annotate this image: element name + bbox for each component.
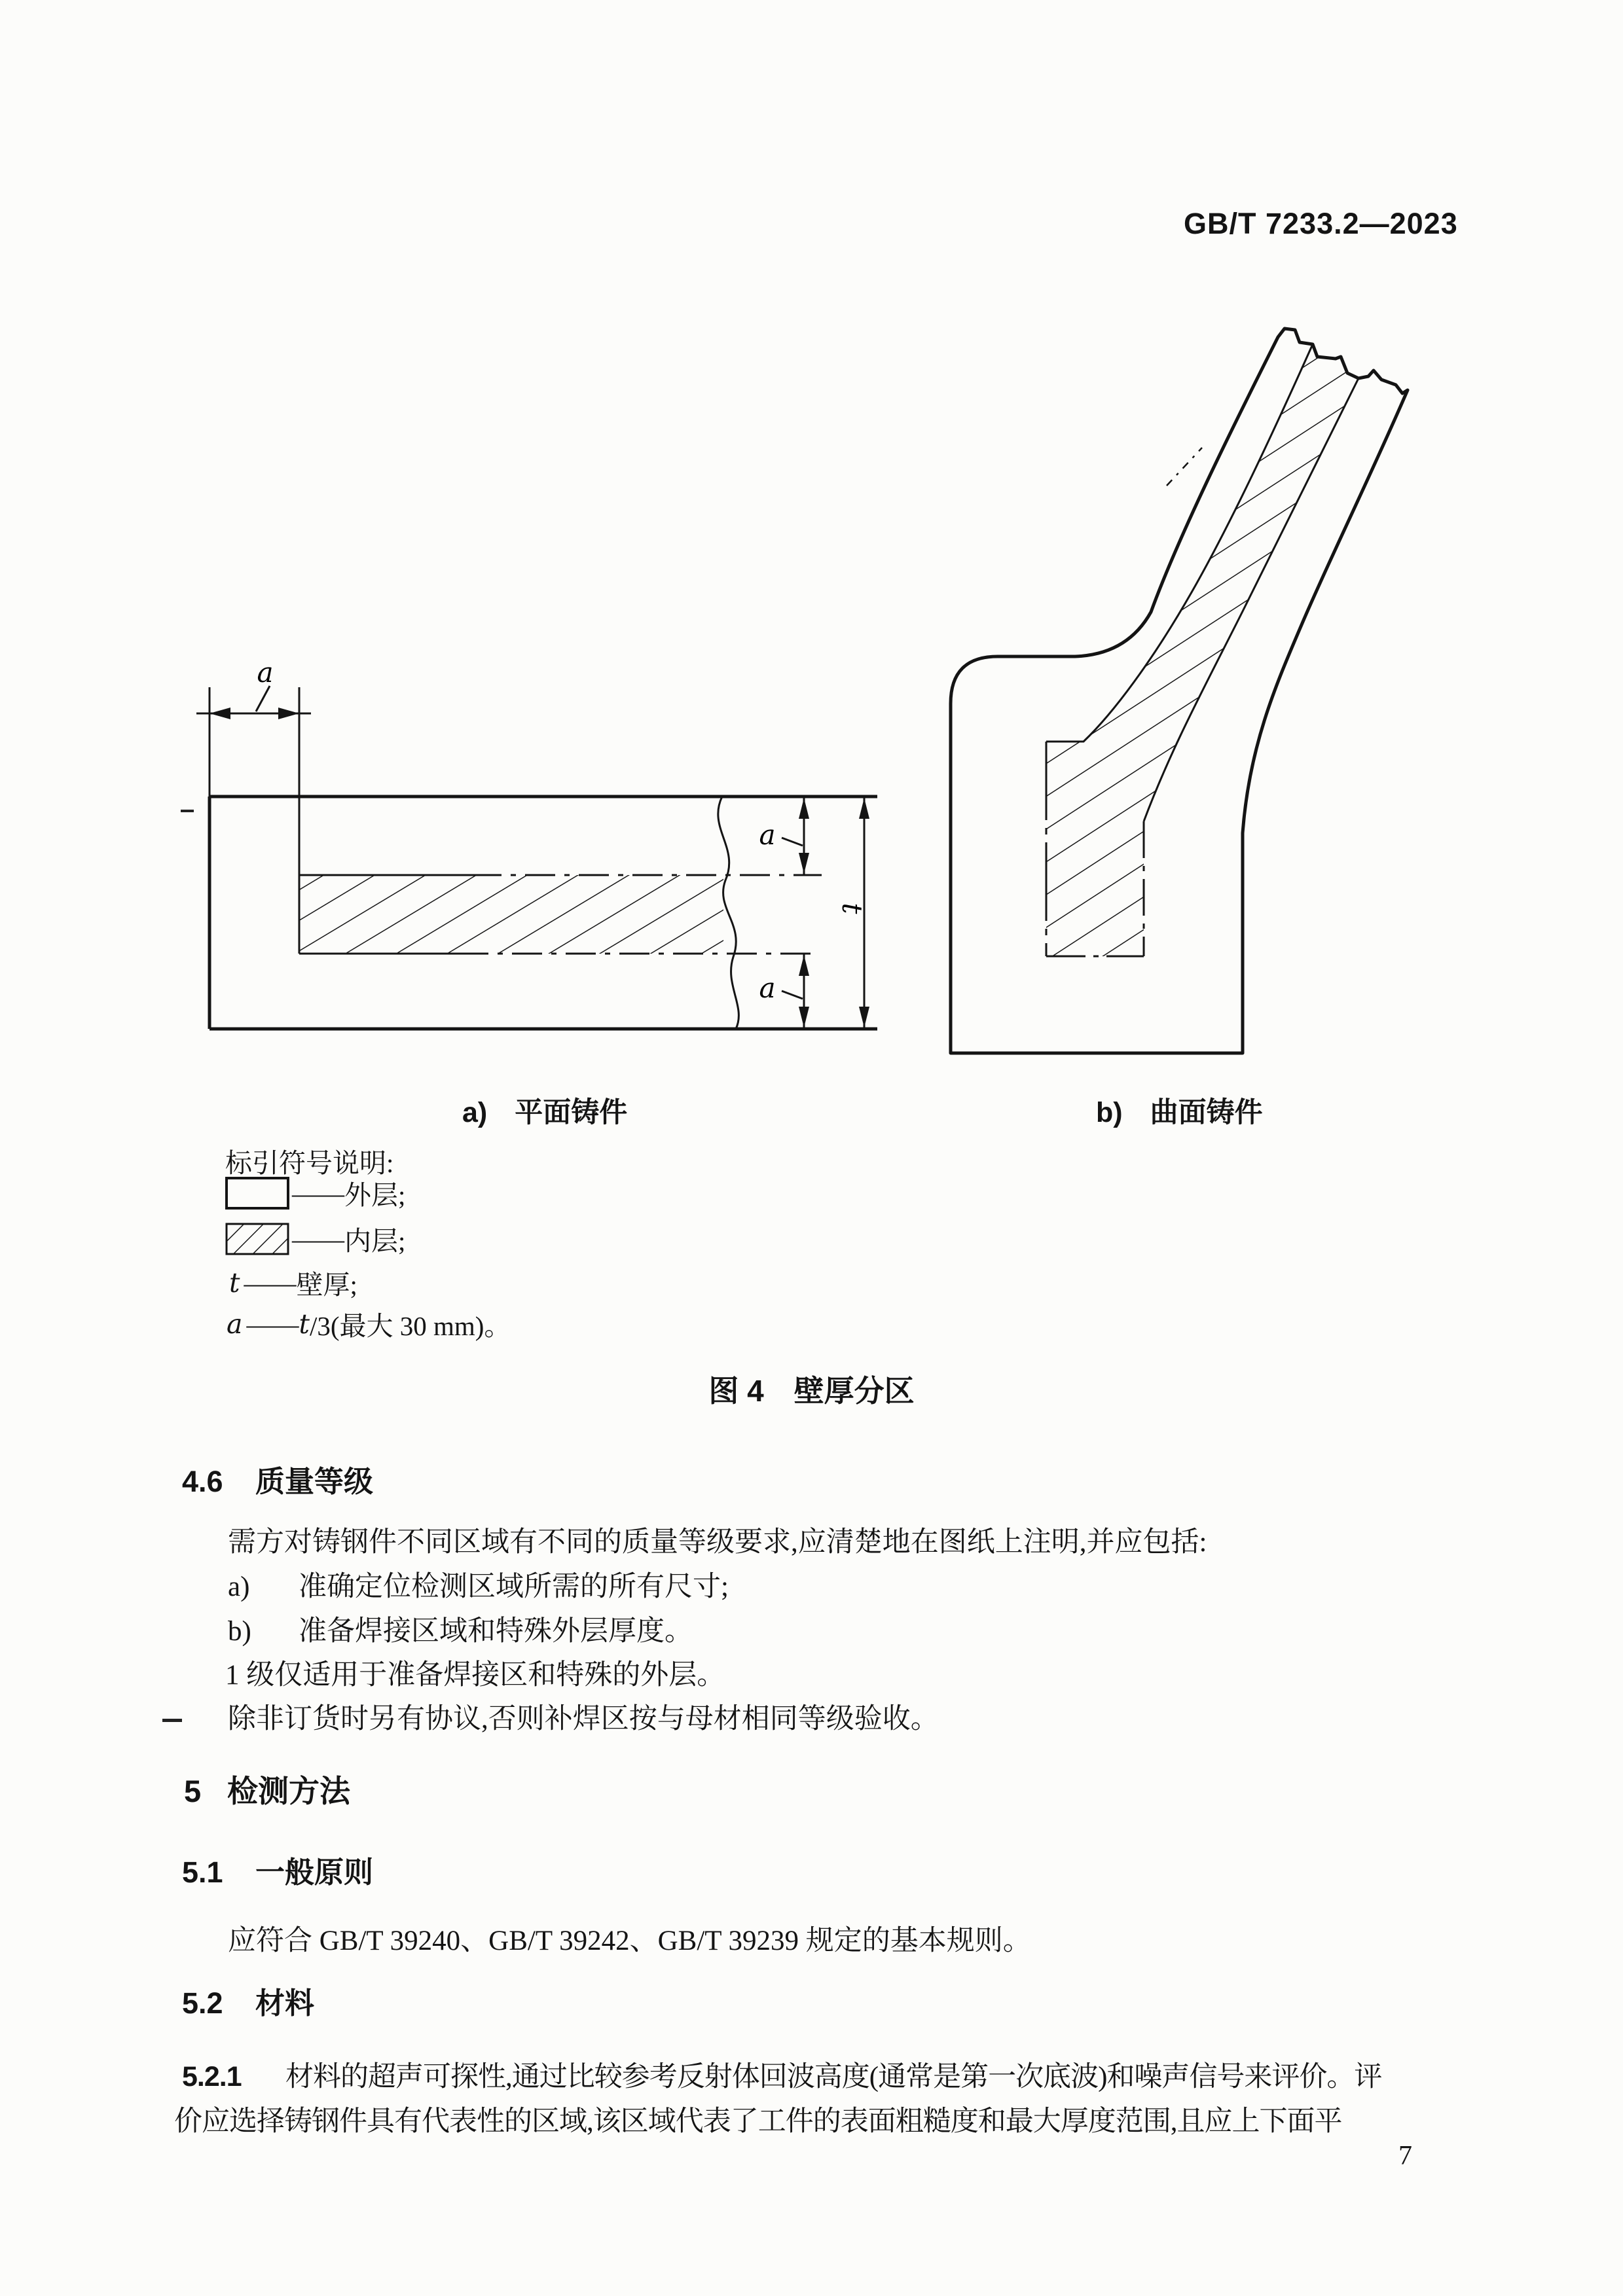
list-item-a xyxy=(228,1564,729,1604)
paragraph: 1 级仅适用于准备焊接区和特殊的外层。 xyxy=(225,1660,725,1691)
section-4-6-heading xyxy=(182,1458,373,1500)
legend-inner-label: 内层; xyxy=(344,1226,406,1256)
figure-a-label: a) xyxy=(462,1097,488,1128)
legend-item-outer-layer xyxy=(225,1174,405,1212)
symbol-t: t xyxy=(299,1308,310,1340)
list-item-label: b) xyxy=(228,1616,251,1647)
legend-dash: —— xyxy=(246,1308,298,1339)
dimension-a-lower-right xyxy=(759,954,809,1029)
figure-a-caption xyxy=(462,1090,627,1130)
figure-b-title: 曲面铸件 xyxy=(1150,1097,1263,1128)
clause-number: 5.2.1 xyxy=(182,2061,242,2092)
section-number: 4.6 xyxy=(182,1465,223,1498)
paragraph: 除非订货时另有协议,否则补焊区按与母材相同等级验收。 xyxy=(228,1704,939,1734)
margin-mark xyxy=(162,1719,182,1722)
paragraph: 需方对铸钢件不同区域有不同的质量等级要求,应清楚地在图纸上注明,并应包括: xyxy=(228,1527,1207,1558)
extension-lines xyxy=(210,687,299,954)
legend-title: 标引符号说明: xyxy=(225,1148,394,1178)
legend-item-t xyxy=(229,1263,357,1302)
section-title: 一般原则 xyxy=(255,1856,374,1889)
clause-text: 材料的超声可探性,通过比较参考反射体回波高度(通常是第一次底波)和噪声信号来评价。评 xyxy=(285,2062,1382,2092)
section-number: 5.2 xyxy=(182,1986,223,2020)
svg-text:a: a xyxy=(759,819,776,851)
legend-dash: —— xyxy=(244,1267,295,1298)
dimension-a-top xyxy=(196,656,311,719)
figure-b-curved-casting xyxy=(913,306,1450,1085)
paragraph: 应符合 GB/T 39240、GB/T 39242、GB/T 39239 规定的基本规则。 xyxy=(228,1926,1031,1956)
section-5-2-heading xyxy=(182,1979,314,2022)
inner-layer-swatch xyxy=(225,1223,289,1255)
dimension-t xyxy=(836,797,869,1029)
list-item-b xyxy=(228,1609,693,1649)
section-title: 材料 xyxy=(255,1986,315,2020)
list-item-text: 准备焊接区域和特殊外层厚度。 xyxy=(299,1616,693,1647)
legend-item-inner-layer xyxy=(225,1219,405,1258)
section-5-1-heading xyxy=(182,1848,373,1891)
legend-dash: —— xyxy=(292,1223,343,1254)
section-title: 检测方法 xyxy=(227,1774,350,1808)
legend-item-a xyxy=(227,1304,511,1343)
section-number: 5.1 xyxy=(182,1856,223,1889)
legend-dash: —— xyxy=(292,1177,343,1208)
list-item-label: a) xyxy=(228,1571,250,1602)
section-number: 5 xyxy=(184,1774,202,1808)
symbol-t: t xyxy=(229,1266,240,1299)
legend-t-label: 壁厚; xyxy=(296,1270,357,1300)
section-5-heading xyxy=(184,1767,350,1811)
svg-text:a: a xyxy=(257,656,274,689)
legend-outer-label: 外层; xyxy=(344,1180,406,1210)
figure-caption: 图 4 壁厚分区 xyxy=(708,1374,915,1408)
outer-layer-swatch xyxy=(225,1177,289,1210)
figure-b-label: b) xyxy=(1096,1097,1123,1128)
list-item-text: 准确定位检测区域所需的所有尺寸; xyxy=(299,1571,729,1602)
dimension-a-upper-right xyxy=(759,797,809,875)
legend-a-value: /3(最大 30 mm)。 xyxy=(309,1311,511,1341)
figure-a-planar-casting xyxy=(151,638,923,1047)
clause-5-2-1-line2: 价应选择铸钢件具有代表性的区域,该区域代表了工件的表面粗糙度和最大厚度范围,且应上下面平 xyxy=(174,2106,1342,2137)
figure-b-caption xyxy=(1096,1090,1263,1130)
inner-layer-hatch xyxy=(299,875,723,954)
symbol-a: a xyxy=(227,1308,243,1340)
svg-text:a: a xyxy=(759,972,776,1004)
svg-text:t: t xyxy=(836,903,868,914)
page-number: 7 xyxy=(1398,2141,1412,2171)
standard-code: GB/T 7233.2—2023 xyxy=(1184,207,1458,240)
section-title: 质量等级 xyxy=(255,1465,374,1498)
figure-a-title: 平面铸件 xyxy=(515,1097,628,1128)
clause-5-2-1-line1 xyxy=(182,2054,1381,2094)
inner-layer-hatch xyxy=(1018,324,1417,972)
